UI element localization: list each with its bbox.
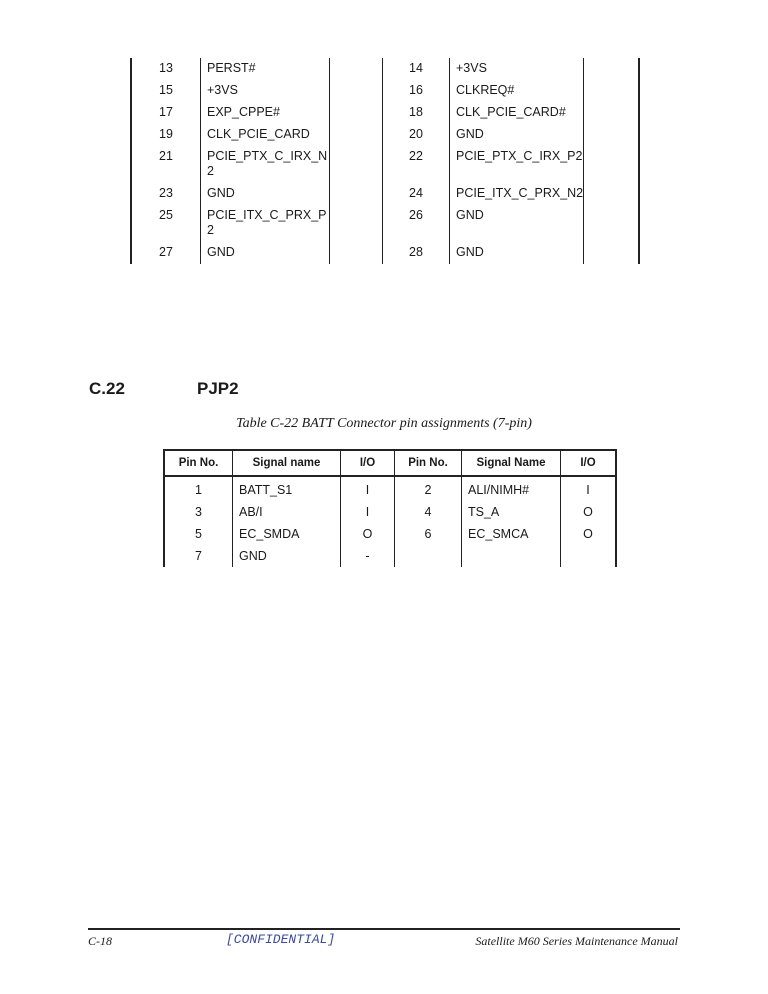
cell-signal-name-2: GND <box>450 242 584 264</box>
cell-signal-name-2: PCIE_PTX_C_IRX_P2 <box>450 146 584 183</box>
cell-io: - <box>341 545 395 567</box>
cell-io-2 <box>584 58 640 80</box>
cell-io-2 <box>584 183 640 205</box>
cell-signal-name: EXP_CPPE# <box>201 102 330 124</box>
cell-signal-name-2: GND <box>450 205 584 242</box>
cell-pin-no-2 <box>395 545 462 567</box>
cell-io: I <box>341 476 395 501</box>
cell-signal-name: BATT_S1 <box>233 476 341 501</box>
cell-pin-no-2: 18 <box>383 102 450 124</box>
table-row <box>131 205 639 242</box>
table-row <box>131 124 639 146</box>
table-row <box>131 242 639 264</box>
cell-io-2 <box>584 124 640 146</box>
cell-io <box>330 183 383 205</box>
cell-io <box>330 58 383 80</box>
page-number: C-18 <box>88 934 112 948</box>
header-io-2: I/O <box>561 450 617 476</box>
cell-io-2: O <box>561 501 617 523</box>
cell-pin-no: 27 <box>131 242 201 264</box>
cell-io <box>330 102 383 124</box>
table-row <box>164 545 616 567</box>
cell-signal-name-2: CLK_PCIE_CARD# <box>450 102 584 124</box>
cell-io-2 <box>561 545 617 567</box>
footer-rule <box>88 928 680 930</box>
batt-connector-table <box>163 449 617 567</box>
cell-pin-no-2: 16 <box>383 80 450 102</box>
cell-signal-name: +3VS <box>201 80 330 102</box>
cell-signal-name: PCIE_ITX_C_PRX_P 2 <box>201 205 330 242</box>
table-row <box>131 102 639 124</box>
header-pin-no: Pin No. <box>164 450 233 476</box>
confidential-label: [CONFIDENTIAL] <box>226 932 336 947</box>
cell-pin-no: 15 <box>131 80 201 102</box>
cell-pin-no-2: 20 <box>383 124 450 146</box>
cell-io: I <box>341 501 395 523</box>
cell-io-2 <box>584 146 640 183</box>
cell-io <box>330 205 383 242</box>
cell-pin-no: 13 <box>131 58 201 80</box>
cell-io <box>330 124 383 146</box>
cell-io-2: O <box>561 523 617 545</box>
header-io: I/O <box>341 450 395 476</box>
cell-signal-name-2: +3VS <box>450 58 584 80</box>
cell-signal-name: PERST# <box>201 58 330 80</box>
header-pin-no-2: Pin No. <box>395 450 462 476</box>
cell-pin-no: 5 <box>164 523 233 545</box>
cell-io <box>330 146 383 183</box>
cell-pin-no: 1 <box>164 476 233 501</box>
cell-pin-no-2: 2 <box>395 476 462 501</box>
cell-pin-no-2: 28 <box>383 242 450 264</box>
cell-io-2 <box>584 102 640 124</box>
table-row <box>164 476 616 501</box>
cell-pin-no-2: 4 <box>395 501 462 523</box>
cell-signal-name-2: GND <box>450 124 584 146</box>
section-title: PJP2 <box>197 379 239 398</box>
cell-signal-name-2: EC_SMCA <box>462 523 561 545</box>
cell-signal-name-2 <box>462 545 561 567</box>
table-row <box>131 80 639 102</box>
cell-io <box>330 242 383 264</box>
cell-io-2: I <box>561 476 617 501</box>
cell-pin-no: 19 <box>131 124 201 146</box>
cell-pin-no: 17 <box>131 102 201 124</box>
cell-io-2 <box>584 80 640 102</box>
cell-io <box>330 80 383 102</box>
cell-signal-name-2: PCIE_ITX_C_PRX_N2 <box>450 183 584 205</box>
header-signal-name: Signal name <box>233 450 341 476</box>
cell-pin-no: 23 <box>131 183 201 205</box>
pin-assignment-table-continued <box>130 58 640 264</box>
cell-signal-name-2: TS_A <box>462 501 561 523</box>
cell-pin-no: 21 <box>131 146 201 183</box>
cell-signal-name: AB/I <box>233 501 341 523</box>
table-row <box>131 183 639 205</box>
table-row <box>131 58 639 80</box>
cell-pin-no-2: 6 <box>395 523 462 545</box>
cell-pin-no-2: 26 <box>383 205 450 242</box>
cell-signal-name: GND <box>201 183 330 205</box>
cell-pin-no-2: 22 <box>383 146 450 183</box>
cell-signal-name: PCIE_PTX_C_IRX_N 2 <box>201 146 330 183</box>
cell-io-2 <box>584 205 640 242</box>
table-row <box>164 523 616 545</box>
cell-io: O <box>341 523 395 545</box>
cell-signal-name: GND <box>233 545 341 567</box>
cell-pin-no: 7 <box>164 545 233 567</box>
cell-io-2 <box>584 242 640 264</box>
cell-pin-no-2: 14 <box>383 58 450 80</box>
header-signal-name-2: Signal Name <box>462 450 561 476</box>
table-row <box>131 146 639 183</box>
section-number: C.22 <box>89 379 125 398</box>
cell-pin-no-2: 24 <box>383 183 450 205</box>
table-caption: Table C-22 BATT Connector pin assignments (7-pin) <box>236 416 532 431</box>
cell-signal-name: EC_SMDA <box>233 523 341 545</box>
table-header-row <box>164 450 616 476</box>
cell-signal-name: GND <box>201 242 330 264</box>
cell-pin-no: 25 <box>131 205 201 242</box>
cell-signal-name-2: ALI/NIMH# <box>462 476 561 501</box>
cell-pin-no: 3 <box>164 501 233 523</box>
table-row <box>164 501 616 523</box>
cell-signal-name-2: CLKREQ# <box>450 80 584 102</box>
cell-signal-name: CLK_PCIE_CARD <box>201 124 330 146</box>
manual-title: Satellite M60 Series Maintenance Manual <box>475 934 678 948</box>
